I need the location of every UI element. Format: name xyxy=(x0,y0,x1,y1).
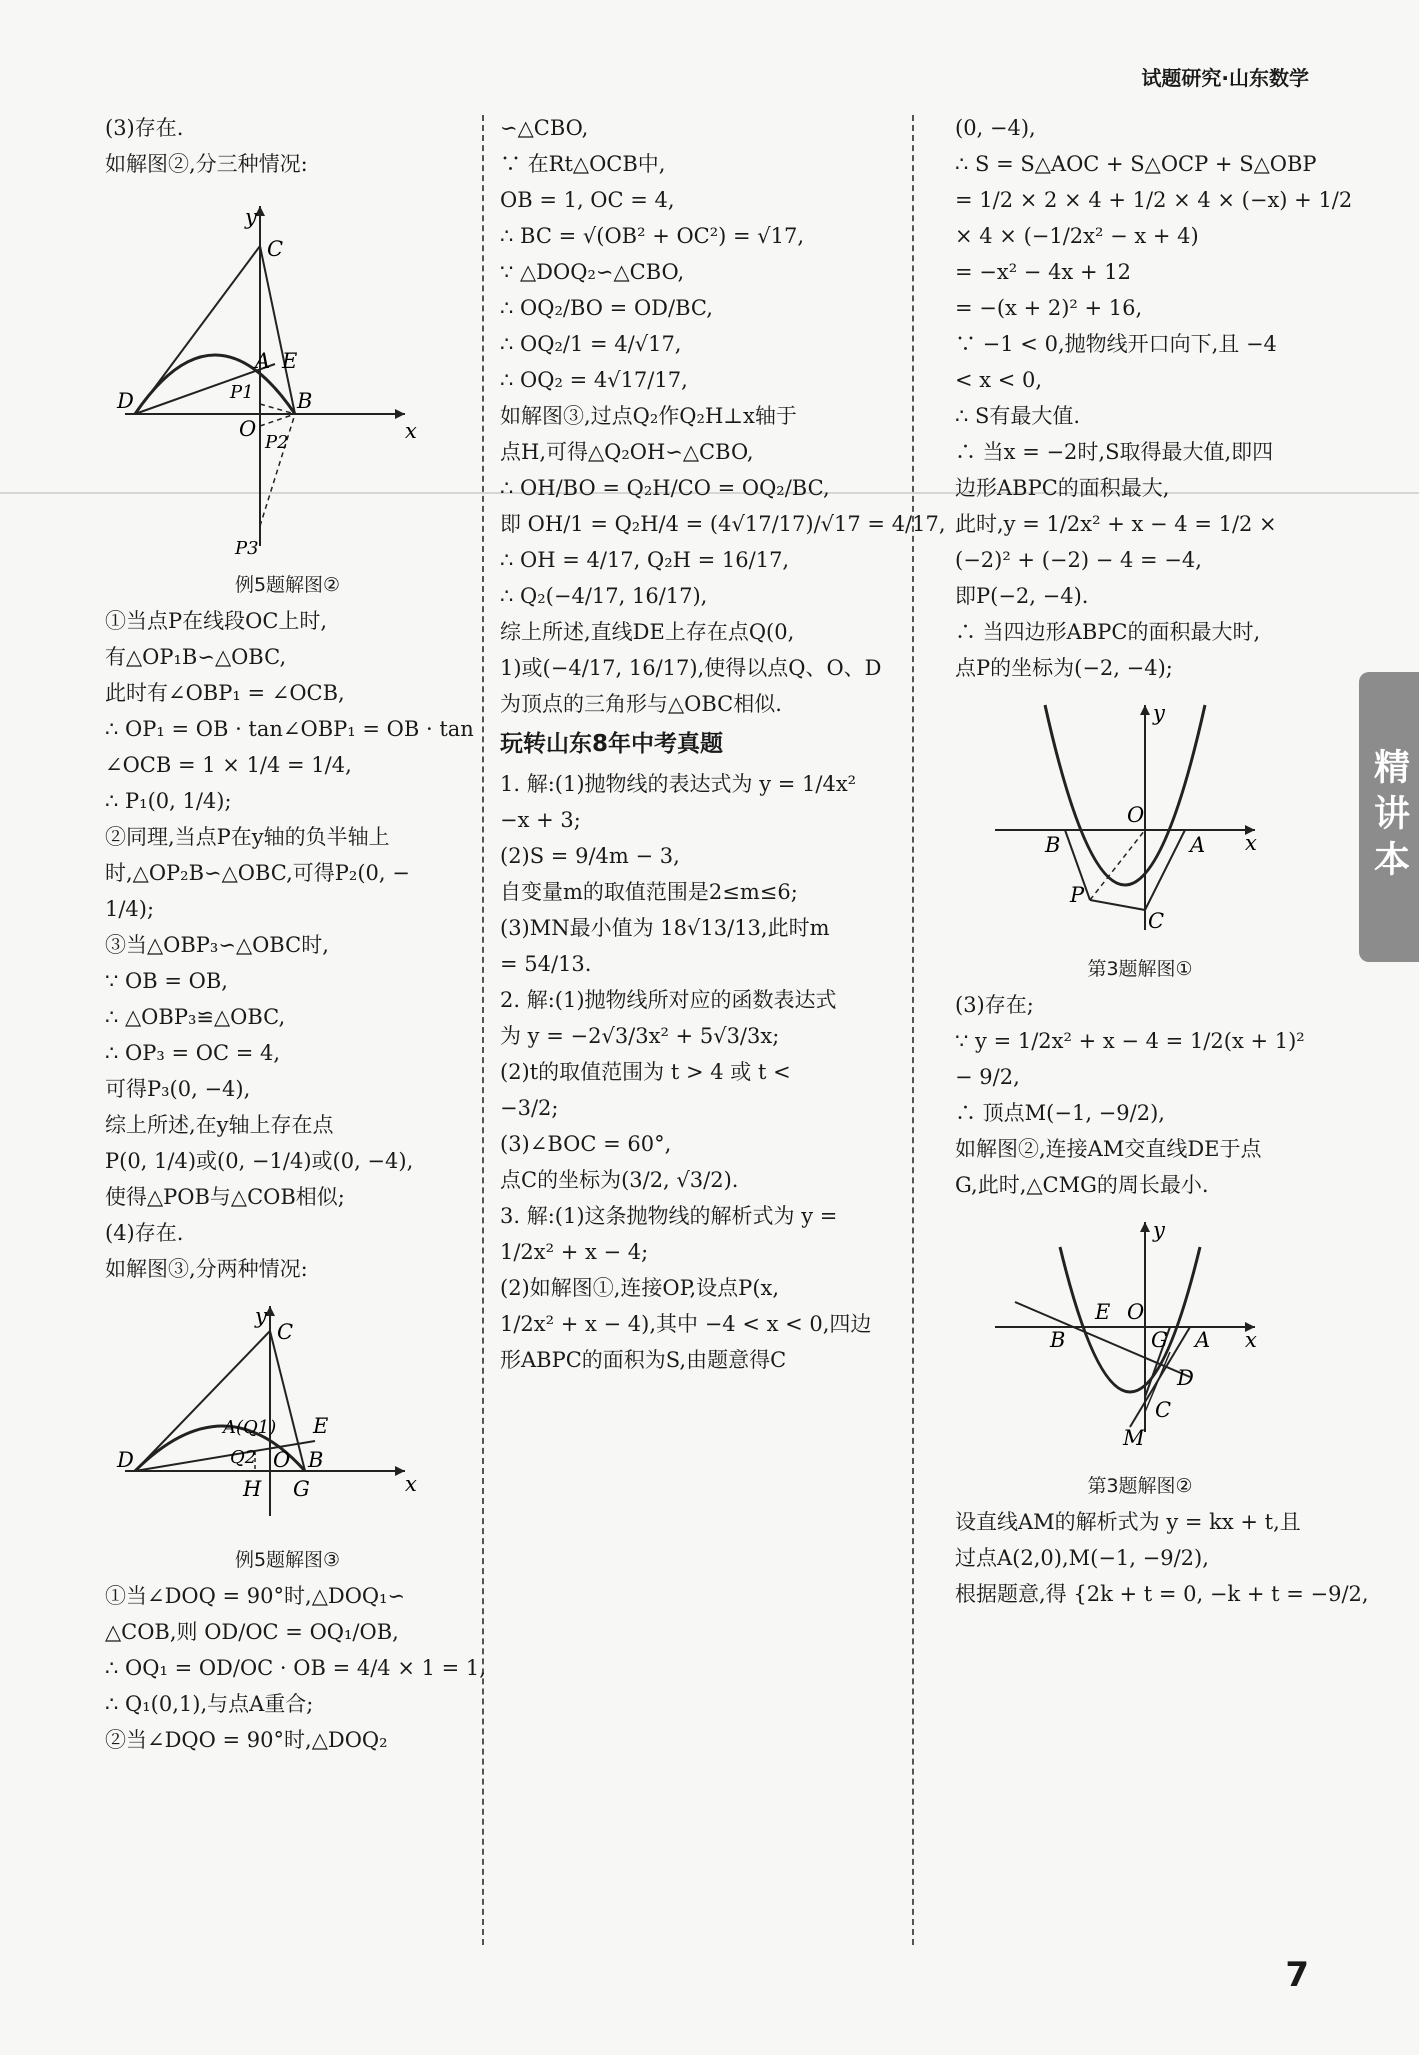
label-G: G xyxy=(293,1477,310,1501)
text-line: ∵ −1 < 0,抛物线开口向下,且 −4 xyxy=(955,332,1277,356)
text-line: 为 y = −2√3/3x² + 5√3/3x; xyxy=(500,1024,780,1048)
text-line: 即 OH/1 = Q₂H/4 = (4√17/17)/√17 = 4/17, xyxy=(500,512,946,536)
text-line: 如解图②,连接AM交直线DE于点 xyxy=(955,1137,1262,1161)
figure-q3-1 xyxy=(955,690,1325,981)
text-line: ∴ P₁(0, 1/4); xyxy=(105,789,232,813)
text-line: ∴ OH = 4/17, Q₂H = 16/17, xyxy=(500,548,790,572)
text-line: 综上所述,在y轴上存在点 xyxy=(105,1113,334,1137)
text-line: ③当△OBP₃∽△OBC时, xyxy=(105,933,329,957)
text-line: (3)存在. xyxy=(105,116,184,140)
label-y: y xyxy=(1153,1218,1165,1242)
text-line: ∴ BC = √(OB² + OC²) = √17, xyxy=(500,224,805,248)
text-line: 点P的坐标为(−2, −4); xyxy=(955,656,1173,680)
text-line: ∴ 当四边形ABPC的面积最大时, xyxy=(955,620,1261,644)
text-line: ∵ y = 1/2x² + x − 4 = 1/2(x + 1)² xyxy=(955,1029,1305,1053)
text-line: 1)或(−4/17, 16/17),使得以点Q、O、D xyxy=(500,656,882,680)
text-line: 1/2x² + x − 4),其中 −4 < x < 0,四边 xyxy=(500,1312,872,1336)
text-line: 3. 解:(1)这条抛物线的解析式为 y = xyxy=(500,1204,838,1228)
label-C: C xyxy=(1155,1398,1172,1422)
text-line: = −x² − 4x + 12 xyxy=(955,260,1131,284)
text-line: ∴ OQ₁ = OD/OC · OB = 4/4 × 1 = 1, xyxy=(105,1656,486,1680)
text-line: (2)S = 9/4m − 3, xyxy=(500,844,680,868)
figure-caption: 例5题解图② xyxy=(234,574,341,596)
figure-q3-2 xyxy=(955,1207,1325,1498)
label-x: x xyxy=(405,1472,417,1496)
label-Q2: Q2 xyxy=(230,1447,257,1468)
label-E: E xyxy=(282,349,298,373)
text-line: ∵ 在Rt△OCB中, xyxy=(500,152,666,176)
text-line: (3)MN最小值为 18√13/13,此时m xyxy=(500,916,830,940)
text-line: −3/2; xyxy=(500,1096,559,1120)
text-line: ∴ OH/BO = Q₂H/CO = OQ₂/BC, xyxy=(500,476,830,500)
text-line: 使得△POB与△COB相似; xyxy=(105,1185,345,1209)
text-line: OB = 1, OC = 4, xyxy=(500,188,675,212)
text-line: 1/4); xyxy=(105,897,155,921)
text-line: (4)存在. xyxy=(105,1221,184,1245)
label-A: A xyxy=(1190,833,1206,857)
text-line: < x < 0, xyxy=(955,368,1043,392)
parabola-diagram xyxy=(105,1291,425,1541)
text-line: 如解图③,过点Q₂作Q₂H⊥x轴于 xyxy=(500,404,797,428)
label-G: G xyxy=(1151,1328,1168,1352)
label-B: B xyxy=(297,389,313,413)
label-y: y xyxy=(255,1304,267,1328)
text-line: 2. 解:(1)抛物线所对应的函数表达式 xyxy=(500,988,837,1012)
text-line: 1/2x² + x − 4; xyxy=(500,1240,649,1264)
text-line: 点C的坐标为(3/2, √3/2). xyxy=(500,1168,739,1192)
label-A: A xyxy=(255,349,271,373)
text-line: ∴ 顶点M(−1, −9/2), xyxy=(955,1101,1165,1125)
label-C: C xyxy=(277,1320,294,1344)
text-line: ∴ Q₂(−4/17, 16/17), xyxy=(500,584,708,608)
text-line: 如解图②,分三种情况: xyxy=(105,152,308,176)
running-header: 试题研究·山东数学 xyxy=(1141,66,1309,90)
label-H: H xyxy=(243,1477,262,1501)
text-line: 点H,可得△Q₂OH∽△CBO, xyxy=(500,440,754,464)
text-line: 1. 解:(1)抛物线的表达式为 y = 1/4x² xyxy=(500,772,857,796)
label-B: B xyxy=(1045,833,1061,857)
text-line: (2)如解图①,连接OP,设点P(x, xyxy=(500,1276,780,1300)
text-line: = −(x + 2)² + 16, xyxy=(955,296,1143,320)
figure-example5-2 xyxy=(105,186,470,597)
text-line: ∴ 当x = −2时,S取得最大值,即四 xyxy=(955,440,1274,464)
text-line: 如解图③,分两种情况: xyxy=(105,1257,308,1281)
text-line: ∴ OP₁ = OB · tan∠OBP₁ = OB · tan xyxy=(105,717,474,741)
text-line: = 1/2 × 2 × 4 + 1/2 × 4 × (−x) + 1/2 xyxy=(955,188,1353,212)
label-O: O xyxy=(273,1448,291,1472)
label-y: y xyxy=(1153,701,1165,725)
label-D: D xyxy=(117,389,134,413)
column-2 xyxy=(500,110,946,1378)
label-D: D xyxy=(1177,1366,1194,1390)
label-O: O xyxy=(1127,1300,1145,1324)
text-line: (2)t的取值范围为 t > 4 或 t < xyxy=(500,1060,791,1084)
label-E: E xyxy=(1095,1300,1111,1324)
text-line: 时,△OP₂B∽△OBC,可得P₂(0, − xyxy=(105,861,410,885)
label-C: C xyxy=(267,237,284,261)
label-x: x xyxy=(1245,1328,1257,1352)
side-tab: 精讲本 xyxy=(1359,672,1419,962)
label-M: M xyxy=(1123,1426,1145,1450)
text-line: 此时有∠OBP₁ = ∠OCB, xyxy=(105,681,345,705)
text-line: (3)存在; xyxy=(955,993,1034,1017)
text-line: ①当点P在线段OC上时, xyxy=(105,609,328,633)
text-line: G,此时,△CMG的周长最小. xyxy=(955,1173,1209,1197)
figure-caption: 例5题解图③ xyxy=(234,1549,341,1571)
text-line: ∠OCB = 1 × 1/4 = 1/4, xyxy=(105,753,352,777)
text-line: 自变量m的取值范围是2≤m≤6; xyxy=(500,880,798,904)
text-line: △COB,则 OD/OC = OQ₁/OB, xyxy=(105,1620,399,1644)
text-line: − 9/2, xyxy=(955,1065,1020,1089)
text-line: (0, −4), xyxy=(955,116,1036,140)
column-3 xyxy=(955,110,1369,1612)
text-line: ∴ Q₁(0,1),与点A重合; xyxy=(105,1692,314,1716)
text-line: (3)∠BOC = 60°, xyxy=(500,1132,672,1156)
label-B: B xyxy=(1050,1328,1066,1352)
parabola-diagram xyxy=(105,186,425,566)
section-title: 玩转山东8年中考真题 xyxy=(500,731,724,757)
parabola-diagram xyxy=(955,690,1275,950)
text-line: 可得P₃(0, −4), xyxy=(105,1077,251,1101)
text-line: ②同理,当点P在y轴的负半轴上 xyxy=(105,825,390,849)
figure-example5-3 xyxy=(105,1291,470,1572)
label-P: P xyxy=(1070,883,1085,907)
text-line: (−2)² + (−2) − 4 = −4, xyxy=(955,548,1202,572)
text-line: ∵ OB = OB, xyxy=(105,969,228,993)
text-line: 设直线AM的解析式为 y = kx + t,且 xyxy=(955,1510,1301,1534)
text-line: 综上所述,直线DE上存在点Q(0, xyxy=(500,620,795,644)
parabola-diagram xyxy=(955,1207,1275,1467)
text-line: ∴ OP₃ = OC = 4, xyxy=(105,1041,281,1065)
text-line: ①当∠DOQ = 90°时,△DOQ₁∽ xyxy=(105,1584,406,1608)
label-B: B xyxy=(308,1448,324,1472)
page-number: 7 xyxy=(1285,1955,1309,1995)
text-line: 即P(−2, −4). xyxy=(955,584,1089,608)
text-line: ②当∠DQO = 90°时,△DOQ₂ xyxy=(105,1728,388,1752)
text-line: 为顶点的三角形与△OBC相似. xyxy=(500,692,782,716)
text-line: ∴ OQ₂ = 4√17/17, xyxy=(500,368,688,392)
column-1 xyxy=(105,110,486,1758)
text-line: ∴ OQ₂/BO = OD/BC, xyxy=(500,296,713,320)
text-line: 边形ABPC的面积最大, xyxy=(955,476,1170,500)
figure-caption: 第3题解图① xyxy=(1087,958,1193,980)
text-line: ∴ △OBP₃≌△OBC, xyxy=(105,1005,286,1029)
text-line: ∴ OQ₂/1 = 4/√17, xyxy=(500,332,682,356)
column-divider-2 xyxy=(912,115,914,1945)
text-line: 此时,y = 1/2x² + x − 4 = 1/2 × xyxy=(955,512,1277,536)
label-A: A xyxy=(1195,1328,1211,1352)
text-line: = 54/13. xyxy=(500,952,592,976)
label-AQ1: A(Q1) xyxy=(223,1417,277,1438)
label-D: D xyxy=(117,1448,134,1472)
label-y: y xyxy=(245,205,257,229)
text-line: 有△OP₁B∽△OBC, xyxy=(105,645,287,669)
text-line: ∴ S有最大值. xyxy=(955,404,1081,428)
text-line: 根据题意,得 {2k + t = 0, −k + t = −9/2, xyxy=(955,1582,1369,1606)
text-line: × 4 × (−1/2x² − x + 4) xyxy=(955,224,1199,248)
text-line: ∴ S = S△AOC + S△OCP + S△OBP xyxy=(955,152,1317,176)
label-P1: P1 xyxy=(230,382,254,403)
label-E: E xyxy=(313,1414,329,1438)
text-line: ∵ △DOQ₂∽△CBO, xyxy=(500,260,685,284)
label-x: x xyxy=(405,419,417,443)
text-line: P(0, 1/4)或(0, −1/4)或(0, −4), xyxy=(105,1149,414,1173)
label-C: C xyxy=(1148,909,1165,933)
label-O: O xyxy=(1127,803,1145,827)
label-O: O xyxy=(239,417,257,441)
label-x: x xyxy=(1245,831,1257,855)
figure-caption: 第3题解图② xyxy=(1087,1475,1193,1497)
label-P2: P2 xyxy=(265,432,289,453)
text-line: −x + 3; xyxy=(500,808,581,832)
text-line: 过点A(2,0),M(−1, −9/2), xyxy=(955,1546,1209,1570)
text-line: ∽△CBO, xyxy=(500,116,589,140)
label-P3: P3 xyxy=(235,538,259,559)
text-line: 形ABPC的面积为S,由题意得C xyxy=(500,1348,787,1372)
